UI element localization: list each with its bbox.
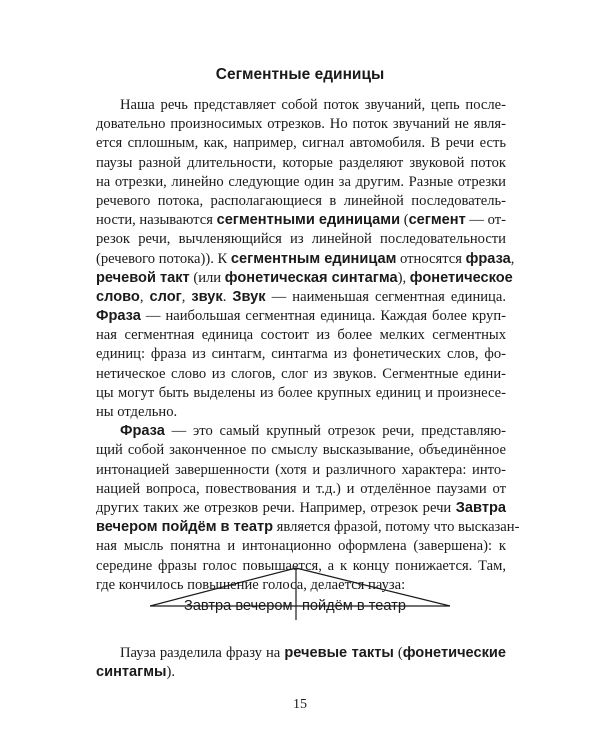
text-line: Пауза разделила фразу на речевые такты (фонетические xyxy=(120,645,506,661)
first-speech-measure: Завтра вечером xyxy=(184,598,293,614)
text-line: где кончилось повышение голоса, делается пауза: xyxy=(96,576,406,593)
text-line: Наша речь представляет собой поток звучаний, цепь после- xyxy=(120,97,506,113)
text-line: резок речи, вычленяющийся из линейной последовательности xyxy=(96,231,506,248)
text-line: речевой такт (или фонетическая синтагма), фонетическое xyxy=(96,269,513,286)
text-line: паузы разной длительности, которые разделяют звуковой поток xyxy=(96,154,506,171)
page-number: 15 xyxy=(293,697,307,712)
closing-paragraph xyxy=(96,644,506,682)
text-line: ны отдельно. xyxy=(96,404,178,420)
text-line: ная сегментная единица состоит из более мелких сегментных xyxy=(96,327,506,344)
text-line: щий собой законченное по смыслу высказывание, объединённое xyxy=(96,442,506,459)
text-line: (речевого потока)). К сегментным единицам относятся фраза, xyxy=(96,250,515,267)
text-line: вечером пойдём в театр является фразой, потому что высказан- xyxy=(96,519,520,536)
main-text xyxy=(96,96,520,595)
text-line: речевого потока, располагающиеся в линейной последователь- xyxy=(96,192,506,209)
text-line: ности, называются сегментными единицами (сегмент — от- xyxy=(96,212,506,229)
section-title: Сегментные единицы xyxy=(215,66,385,83)
text-line: нацией вопроса, повествования и т.д.) и отделённое паузами от xyxy=(96,480,506,497)
text-line: середине фразы голос повышается, а к концу понижается. Там, xyxy=(96,557,506,574)
text-line: ется сплошным, как, например, сигнал автомобиля. В речи есть xyxy=(96,135,506,152)
text-line: других таких же отрезков речи. Например, отрезок речи Завтра xyxy=(96,499,506,516)
phrase-intonation-diagram xyxy=(150,564,452,622)
text-line: довательно произносимых отрезков. Но поток звучаний не явля- xyxy=(96,116,506,133)
second-speech-measure: пойдём в театр xyxy=(302,598,406,614)
text-line: на отрезки, линейно следующие один за другим. Разные отрезки xyxy=(96,173,506,190)
text-line: цы могут быть выделены из более крупных единиц и произнесе- xyxy=(96,384,506,401)
text-line: слово, слог, звук. Звук — наименьшая сегментная единица. xyxy=(96,288,506,305)
text-line: нетическое слово из слогов, слог из звуков. Сегментные едини- xyxy=(96,365,506,382)
text-line: синтагмы). xyxy=(96,664,176,681)
text-line: Фраза — это самый крупный отрезок речи, представляю- xyxy=(120,423,506,440)
text-line: ная мысль понятна и интонационно оформлена (завершена): к xyxy=(96,538,506,555)
text-line: единиц: фраза из синтагм, синтагма из фонетических слов, фо- xyxy=(96,346,506,363)
text-line: Фраза — наибольшая сегментная единица. Каждая более круп- xyxy=(96,308,506,325)
text-line: интонацией завершенности (хотя и различного характера: инто- xyxy=(96,461,506,478)
